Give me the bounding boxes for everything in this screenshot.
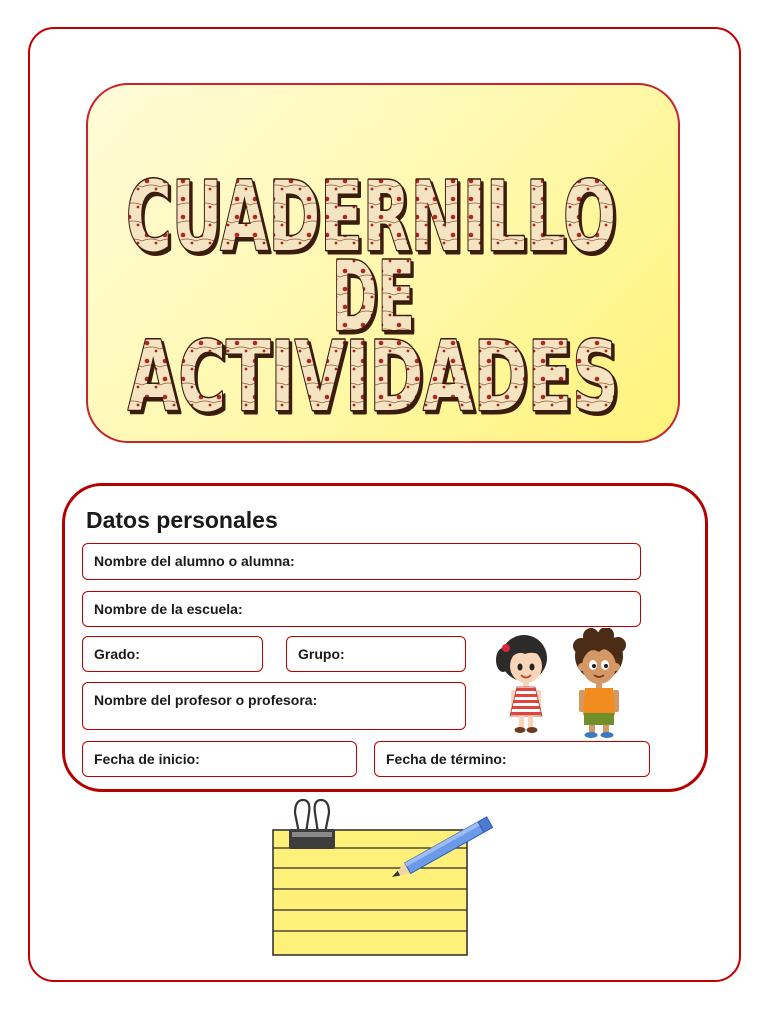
boy-leg-right — [603, 725, 609, 733]
girl-figure — [496, 635, 547, 733]
group-label: Grupo: — [298, 646, 345, 662]
end-date-label: Fecha de término: — [386, 751, 507, 767]
boy-shirt — [583, 688, 615, 715]
start-date-field — [82, 741, 357, 777]
boy-leg-left — [589, 725, 595, 733]
title-banner — [86, 83, 680, 443]
girl-shoe-right — [527, 727, 538, 733]
boy-shoe-left — [585, 732, 598, 738]
teacher-name-label: Nombre del profesor o profesora: — [94, 692, 318, 708]
title-lettering — [88, 85, 680, 443]
grade-field — [82, 636, 263, 672]
grade-label: Grado: — [94, 646, 140, 662]
girl-eye-right — [530, 664, 535, 671]
teacher-name-field — [82, 682, 466, 730]
title-line-1: CUADERNILLO — [126, 161, 616, 273]
title-line-3: ACTIVIDADES — [128, 321, 619, 433]
girl-leg-left — [519, 716, 524, 728]
school-name-field — [82, 591, 641, 627]
girl-leg-right — [528, 716, 533, 728]
boy-face — [582, 648, 616, 684]
school-name-label: Nombre de la escuela: — [94, 601, 243, 617]
section-heading: Datos personales — [86, 507, 278, 533]
girl-eye-left — [518, 664, 523, 671]
group-field — [286, 636, 466, 672]
title-line-2: DE — [332, 241, 415, 353]
boy-shoe-right — [601, 732, 614, 738]
binder-clip-icon — [289, 800, 335, 849]
personal-data-section — [62, 483, 708, 792]
girl-pigtail — [496, 648, 510, 672]
boy-shorts — [584, 713, 614, 725]
student-name-label: Nombre del alumno o alumna: — [94, 553, 295, 569]
start-date-label: Fecha de inicio: — [94, 751, 200, 767]
boy-figure — [573, 628, 626, 738]
children-illustration — [495, 628, 630, 743]
girl-shoe-left — [515, 727, 526, 733]
end-date-field — [374, 741, 650, 777]
notepad-icon — [265, 795, 500, 965]
student-name-field — [82, 543, 641, 580]
hair-bow — [502, 644, 510, 652]
